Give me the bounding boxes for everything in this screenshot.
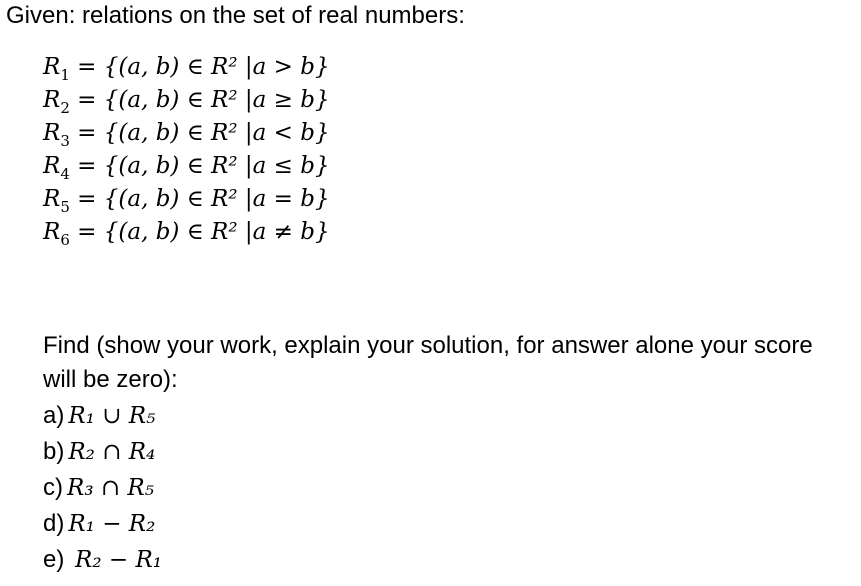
relation-r4 (43, 153, 330, 183)
relation-r1 (43, 54, 330, 84)
question-part-a (43, 402, 155, 430)
part-label: c) (43, 474, 63, 501)
relation-name: R (43, 186, 61, 212)
question-part-e (43, 546, 162, 574)
relation-definition: = {(a, b) ∈ R² |a = b} (69, 186, 330, 212)
part-label: e) (43, 546, 72, 573)
relation-name: R (43, 87, 61, 113)
relation-r3 (43, 120, 330, 150)
part-expression: R₁ ∪ R₅ (68, 403, 156, 429)
instructions-line-2: will be zero): (43, 366, 178, 393)
question-part-d (43, 510, 155, 538)
part-label: a) (43, 402, 65, 429)
question-part-c (43, 474, 154, 502)
relation-subscript: 6 (60, 231, 70, 249)
part-expression: R₂ ∩ R₄ (68, 439, 156, 465)
part-expression: R₃ ∩ R₅ (67, 475, 154, 501)
relation-subscript: 3 (60, 132, 70, 150)
relation-r2 (43, 87, 330, 117)
relation-r6 (43, 219, 330, 249)
part-label: b) (43, 438, 65, 465)
relation-name: R (43, 54, 61, 80)
relation-name: R (43, 120, 61, 146)
instructions-line-1: Find (show your work, explain your solution, for answer alone your score (43, 332, 813, 359)
relation-subscript: 2 (60, 99, 70, 117)
relation-subscript: 5 (60, 198, 70, 216)
relation-definition: = {(a, b) ∈ R² |a ≥ b} (69, 87, 330, 113)
relation-definition: = {(a, b) ∈ R² |a < b} (69, 120, 330, 146)
question-part-b (43, 438, 155, 466)
relation-name: R (43, 153, 61, 179)
relation-definition: = {(a, b) ∈ R² |a ≤ b} (69, 153, 330, 179)
part-label: d) (43, 510, 65, 537)
relation-r5 (43, 186, 330, 216)
relation-name: R (43, 219, 61, 245)
relation-definition: = {(a, b) ∈ R² |a > b} (69, 54, 330, 80)
part-expression: R₂ − R₁ (75, 547, 162, 573)
relation-definition: = {(a, b) ∈ R² |a ≠ b} (69, 219, 330, 245)
relation-subscript: 1 (60, 66, 70, 84)
relation-subscript: 4 (60, 165, 70, 183)
heading-text: Given: relations on the set of real numbers: (6, 2, 465, 29)
part-expression: R₁ − R₂ (68, 511, 156, 537)
